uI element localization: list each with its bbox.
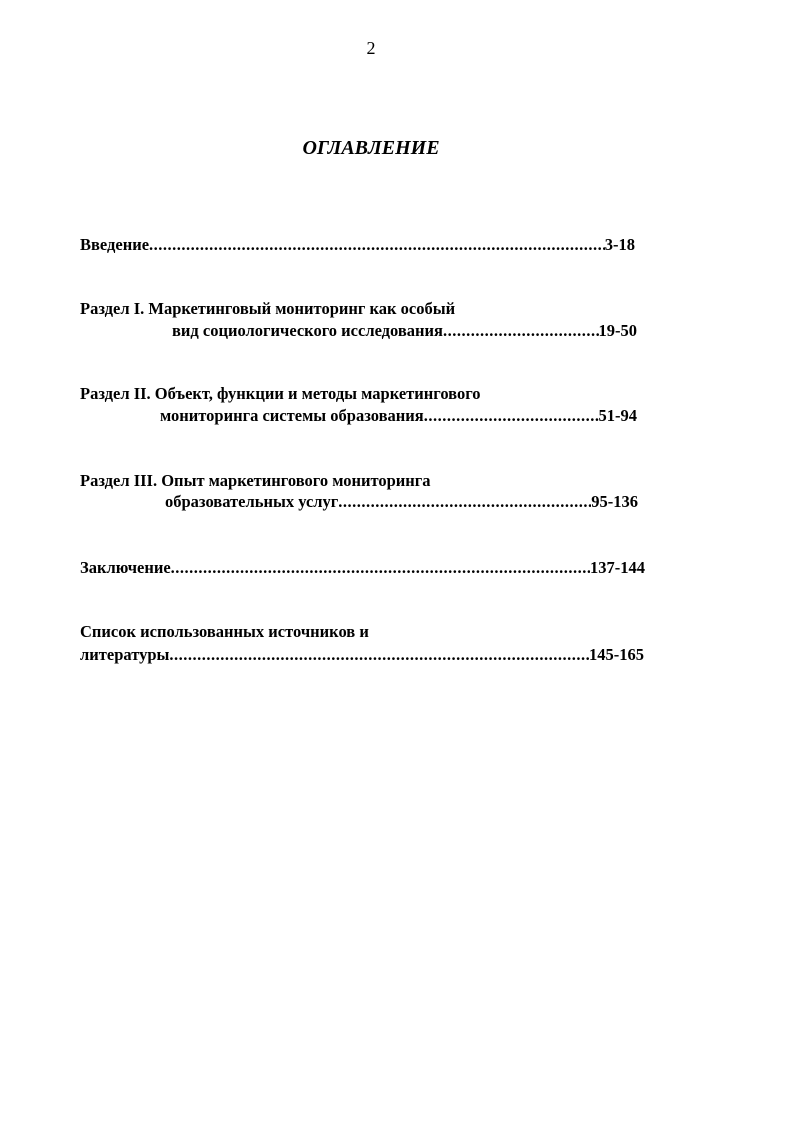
toc-entry-pages: 145-165 [589, 645, 644, 664]
toc-line [160, 406, 637, 426]
dot-leader [338, 492, 591, 512]
page-number: 2 [366, 38, 376, 58]
toc-entry-pages: 3-18 [604, 235, 635, 254]
dot-leader [171, 558, 590, 578]
toc-line [80, 235, 635, 255]
toc-line [80, 558, 645, 578]
toc-line [172, 321, 637, 341]
dot-leader [443, 321, 599, 341]
toc-entry-pages: 19-50 [598, 321, 637, 340]
toc-entry-label-cont: образовательных услуг [165, 492, 339, 511]
toc-entry-label-cont: мониторинга системы образования [160, 406, 424, 425]
dot-leader [424, 406, 599, 426]
toc-entry-label: Введение [80, 235, 150, 254]
toc-entry-pages: 51-94 [598, 406, 637, 425]
toc-line [80, 645, 644, 665]
toc-entry-label: Заключение [80, 558, 171, 577]
toc-entry-pages: 137-144 [590, 558, 645, 577]
toc-entry-label-cont: вид социологического исследования [172, 321, 443, 340]
dot-leader [169, 645, 589, 665]
toc-entry-pages: 95-136 [591, 492, 638, 511]
toc-entry-label: Список использованных источников и [80, 622, 369, 641]
toc-entry-label: Раздел I. Маркетинговый мониторинг как особый [80, 299, 456, 318]
toc-entry-label: Раздел III. Опыт маркетингового мониторинга [80, 471, 431, 490]
toc-title: ОГЛАВЛЕНИЕ [302, 137, 440, 159]
toc-line [165, 492, 638, 512]
toc-entry-label: Раздел II. Объект, функции и методы маркетингового [80, 384, 481, 403]
dot-leader [149, 235, 605, 255]
toc-entry-label-cont: литературы [80, 645, 170, 664]
